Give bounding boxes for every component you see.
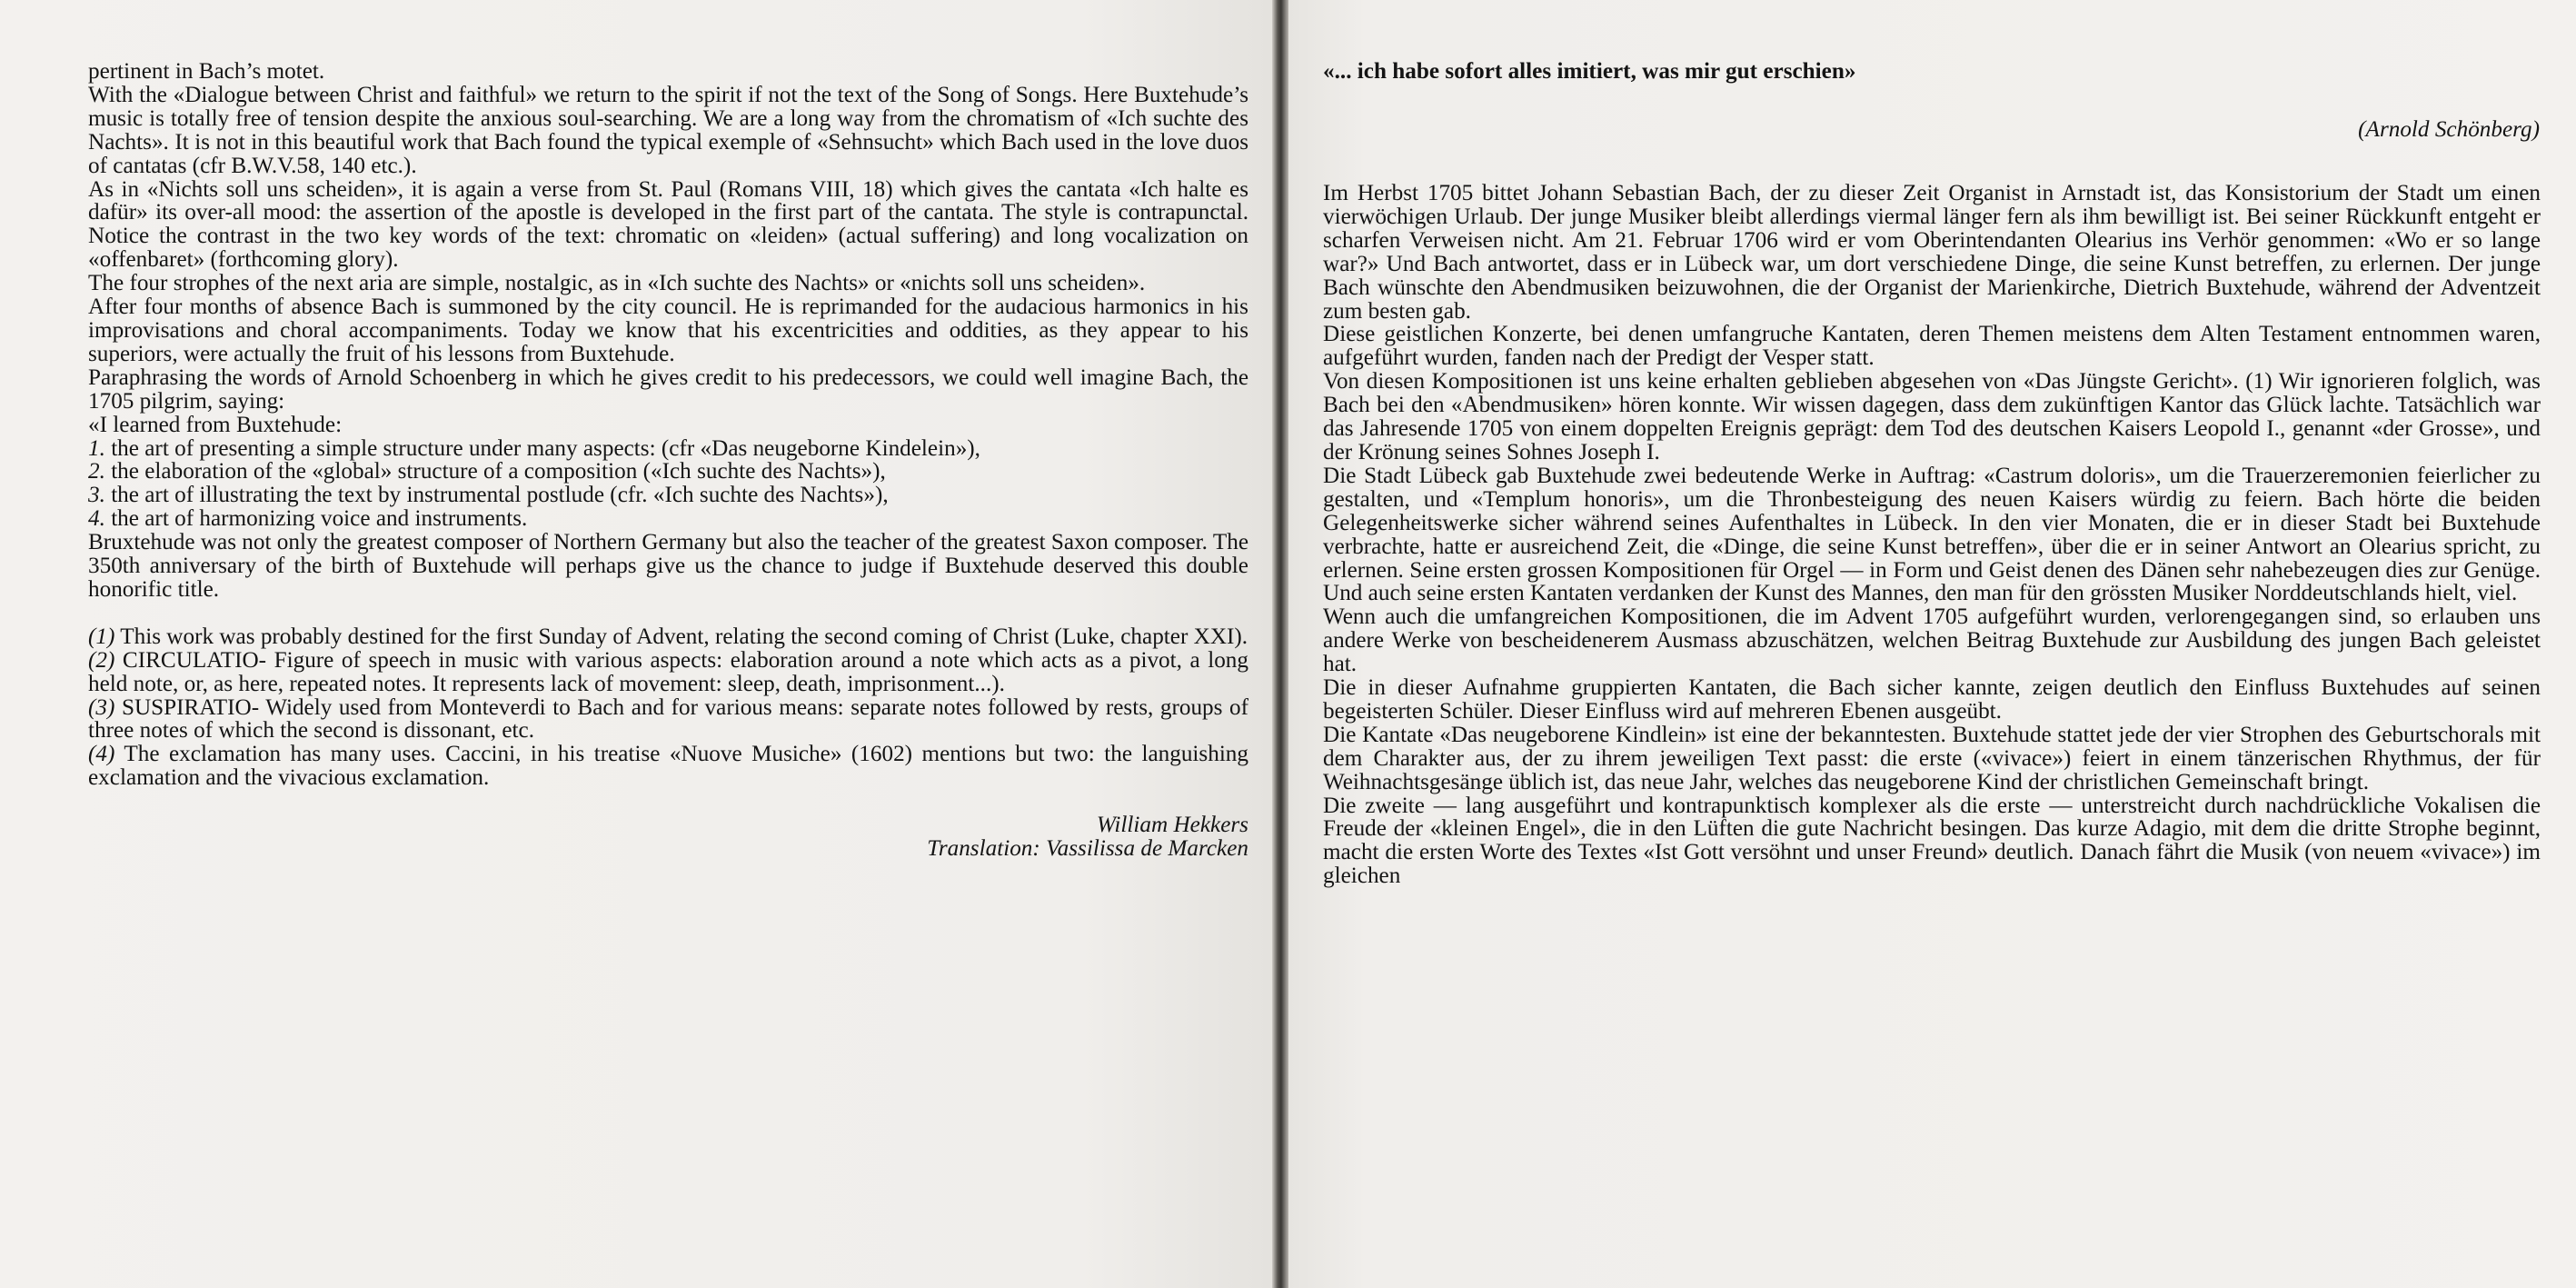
paragraph: Die in dieser Aufnahme gruppierten Kantaten, die Bach sicher kannte, zeigen deutlich den Einfluss Buxtehudes auf seinen begeisterten Schüler. Dieser Einfluss wird auf mehreren Ebenen ausgeübt.: [1323, 675, 2541, 724]
paragraph: With the «Dialogue between Christ and faithful» we return to the spirit if not the text of the Song of Songs. Here Buxtehude’s music is totally free of tension despite the anxious soul-searching. We are a long way from the chromatism of «Ich suchte des Nachts». It is not in this beautiful work that Bach found the typical exemple of «Sehnsucht» which Bach used in the love duos of cantatas (cfr B.W.V.58, 140 etc.).: [88, 82, 1248, 178]
right-text-column: [1323, 182, 2541, 888]
left-page: [0, 0, 1272, 1288]
translator-credit: Translation: Vassilissa de Marcken: [927, 836, 1248, 862]
list-number: 3.: [88, 483, 105, 508]
paragraph: Diese geistlichen Konzerte, bei denen umfangruche Kantaten, deren Themen meistens dem Alten Testament entnommen waren, aufgeführt wurden, fanden nach der Predigt der Vesper statt.: [1323, 322, 2541, 371]
list-item: [88, 437, 1248, 461]
section-heading: «... ich habe sofort alles imitiert, was mir gut erschien»: [1323, 59, 1856, 84]
closing-paragraph: Bruxtehude was not only the greatest composer of Northern Germany but also the teacher of the greatest Saxon composer. The 350th anniversary of the birth of Buxtehude will perhaps give us the chance to judge if Buxtehude deserved this double honorific title.: [88, 530, 1248, 602]
footnote-text: SUSPIRATIO- Widely used from Monteverdi to Bach and for various means: separate notes followed by rests, groups of three notes of which the second is dissonant, etc.: [88, 694, 1248, 744]
footnote-number: (3): [88, 694, 115, 720]
left-text-column: [88, 60, 1248, 861]
spacer: [88, 790, 1248, 814]
list-text: the elaboration of the «global» structure of a composition («Ich suchte des Nachts»),: [104, 459, 886, 484]
footnote: [88, 696, 1248, 744]
footnote-text: The exclamation has many uses. Caccini, in his treatise «Nuove Musiche» (1602) mentions but two: the languishing exclamation and the vivacious exclamation.: [88, 742, 1248, 791]
paragraph: Von diesen Kompositionen ist uns keine erhalten geblieben abgesehen von «Das Jüngste Gericht». (1) Wir ignorieren folglich, was Bach bei den «Abendmusiken» hören konnte. Wir wissen dagegen, dass dem zukünftigen Kantor das Glück lachte. Tatsächlich war das Jahresende 1705 von einem doppelten Ereignis geprägt: dem Tod des deutschen Kaisers Leopold I., genannt «der Grosse», und der Krönung seines Sohnes Joseph I.: [1323, 369, 2541, 464]
paragraph: Wenn auch die umfangreichen Kompositionen, die im Advent 1705 aufgeführt wurden, verlorengegangen sind, so erlauben uns andere Werke von bescheidenerem Ausmass abzuschätzen, welchen Beitrag Buxtehude zur Ausbildung des jungen Bach geleistet hat.: [1323, 604, 2541, 677]
paragraph: «I learned from Buxtehude:: [88, 412, 343, 437]
list-text: the art of presenting a simple structure under many aspects: (cfr «Das neugeborne Kindelein»),: [104, 435, 980, 461]
paragraph: The four strophes of the next aria are simple, nostalgic, as in «Ich suchte des Nachts» or «nichts soll uns scheiden».: [88, 271, 1146, 296]
footnote-number: (4): [88, 742, 115, 767]
author-signature: William Hekkers: [1096, 813, 1248, 838]
list-number: 4.: [88, 506, 105, 532]
list-item: [88, 484, 1248, 507]
book-spine-gutter: [1272, 0, 1288, 1288]
footnote-number: (2): [88, 647, 115, 673]
paragraph: Die zweite — lang ausgeführt und kontrapunktisch komplexer als die erste — unterstreicht durch nachdrückliche Vokalisen die Freude der «kleinen Engel», die in den Lüften die gute Nachricht besingen. Das kurze Adagio, mit dem die dritte Strophe beginnt, macht die ersten Worte des Textes «Ist Gott versöhnt und unser Freund» deutlich. Danach fährt die Musik (von neuem «vivace») im gleichen: [1323, 793, 2541, 889]
list-text: the art of illustrating the text by instrumental postlude (cfr. «Ich suchte des Nachts»),: [104, 483, 889, 508]
list-item: [88, 507, 1248, 531]
list-text: the art of harmonizing voice and instruments.: [104, 506, 528, 532]
footnote-text: This work was probably destined for the first Sunday of Advent, relating the second coming of Christ (Luke, chapter XXI).: [114, 624, 1248, 649]
spacer: [88, 602, 1248, 625]
paragraph: After four months of absence Bach is summoned by the city council. He is reprimanded for the audacious harmonics in his improvisations and choral accompaniments. Today we know that his excentricities and oddities, as they appear to his superiors, were actually the fruit of his lessons from Buxtehude.: [88, 295, 1248, 366]
paragraph: As in «Nichts soll uns scheiden», it is again a verse from St. Paul (Romans VIII, 18) which gives the cantata «Ich halte es dafür» its over-all mood: the assertion of the apostle is developed in the first part of the cantata. The style is contrapunctal. Notice the contrast in the two key words of the text: chromatic on «leiden» (actual suffering) and long vocalization on «offenbaret» (forthcoming glory).: [88, 176, 1248, 273]
paragraph: Im Herbst 1705 bittet Johann Sebastian Bach, der zu dieser Zeit Organist in Arnstadt ist, das Konsistorium der Stadt um einen vierwöchigen Urlaub. Der junge Musiker bleibt allerdings viermal länger fern als ihm bewilligt ist. Bei seiner Rückkunft entgeht er scharfen Verweisen nicht. Am 21. Februar 1706 wird er vom Oberintendanten Olearius ins Verhör genommen: «Wo er so lange war?» Und Bach antwortet, dass er in Lübeck war, um dort verschiedene Dinge, die seine Kunst betreffen, zu erlernen. Der junge Bach wünschte den Abendmusiken beizuwohnen, die der Organist der Marienkirche, Dietrich Buxtehude, während der Adventzeit zum besten gab.: [1323, 181, 2541, 324]
right-page: [1288, 0, 2576, 1288]
quote-attribution: (Arnold Schönberg): [2358, 117, 2540, 142]
paragraph: Die Kantate «Das neugeborene Kindlein» ist eine der bekanntesten. Buxtehude stattet jede der vier Strophen des Geburtschorals mit dem Charakter aus, der zu ihrem jeweiligen Text passt: die erste («vivace») feiert in einem tänzerischen Rhythmus, der für Weihnachtsgesänge üblich ist, das neue Jahr, welches das neugeborene Kind der christlichen Gemeinschaft bringt.: [1323, 722, 2541, 794]
footnote: [88, 649, 1248, 696]
footnote: [88, 625, 1248, 649]
footnote-number: (1): [88, 624, 115, 649]
paragraph: Paraphrasing the words of Arnold Schoenberg in which he gives credit to his predecessors, we could well imagine Bach, the 1705 pilgrim, saying:: [88, 364, 1248, 414]
list-number: 1.: [88, 435, 105, 461]
footnote: [88, 743, 1248, 790]
list-item: [88, 460, 1248, 484]
list-number: 2.: [88, 459, 105, 484]
paragraph: pertinent in Bach’s motet.: [88, 59, 325, 84]
footnote-text: CIRCULATIO- Figure of speech in music with various aspects: elaboration around a note which acts as a pivot, a long held note, or, as here, repeated notes. It represents lack of movement: sleep, death, imprisonment...).: [88, 647, 1248, 696]
paragraph: Die Stadt Lübeck gab Buxtehude zwei bedeutende Werke in Auftrag: «Castrum doloris», um die Trauerzeremonien feierlicher zu gestalten, und «Templum honoris», um die Thronbesteigung des neuen Kaisers würdig zu feiern. Bach hörte die beiden Gelegenheitswerke sicher während seines Aufenthaltes in Lübeck. In den vier Monaten, die er in dieser Stadt bei Buxtehude verbrachte, hatte er ausreichend Zeit, die «Dinge, die seine Kunst betreffen», über die er in seiner Antwort an Olearius spricht, zu erlernen. Seine ersten grossen Kompositionen für Orgel — in Form und Geist denen des Dänen sehr nahebezeugen dies zur Genüge. Und auch seine ersten Kantaten verdanken der Kunst des Mannes, den man für den grössten Musiker Norddeutschlands hielt, viel.: [1323, 463, 2541, 606]
